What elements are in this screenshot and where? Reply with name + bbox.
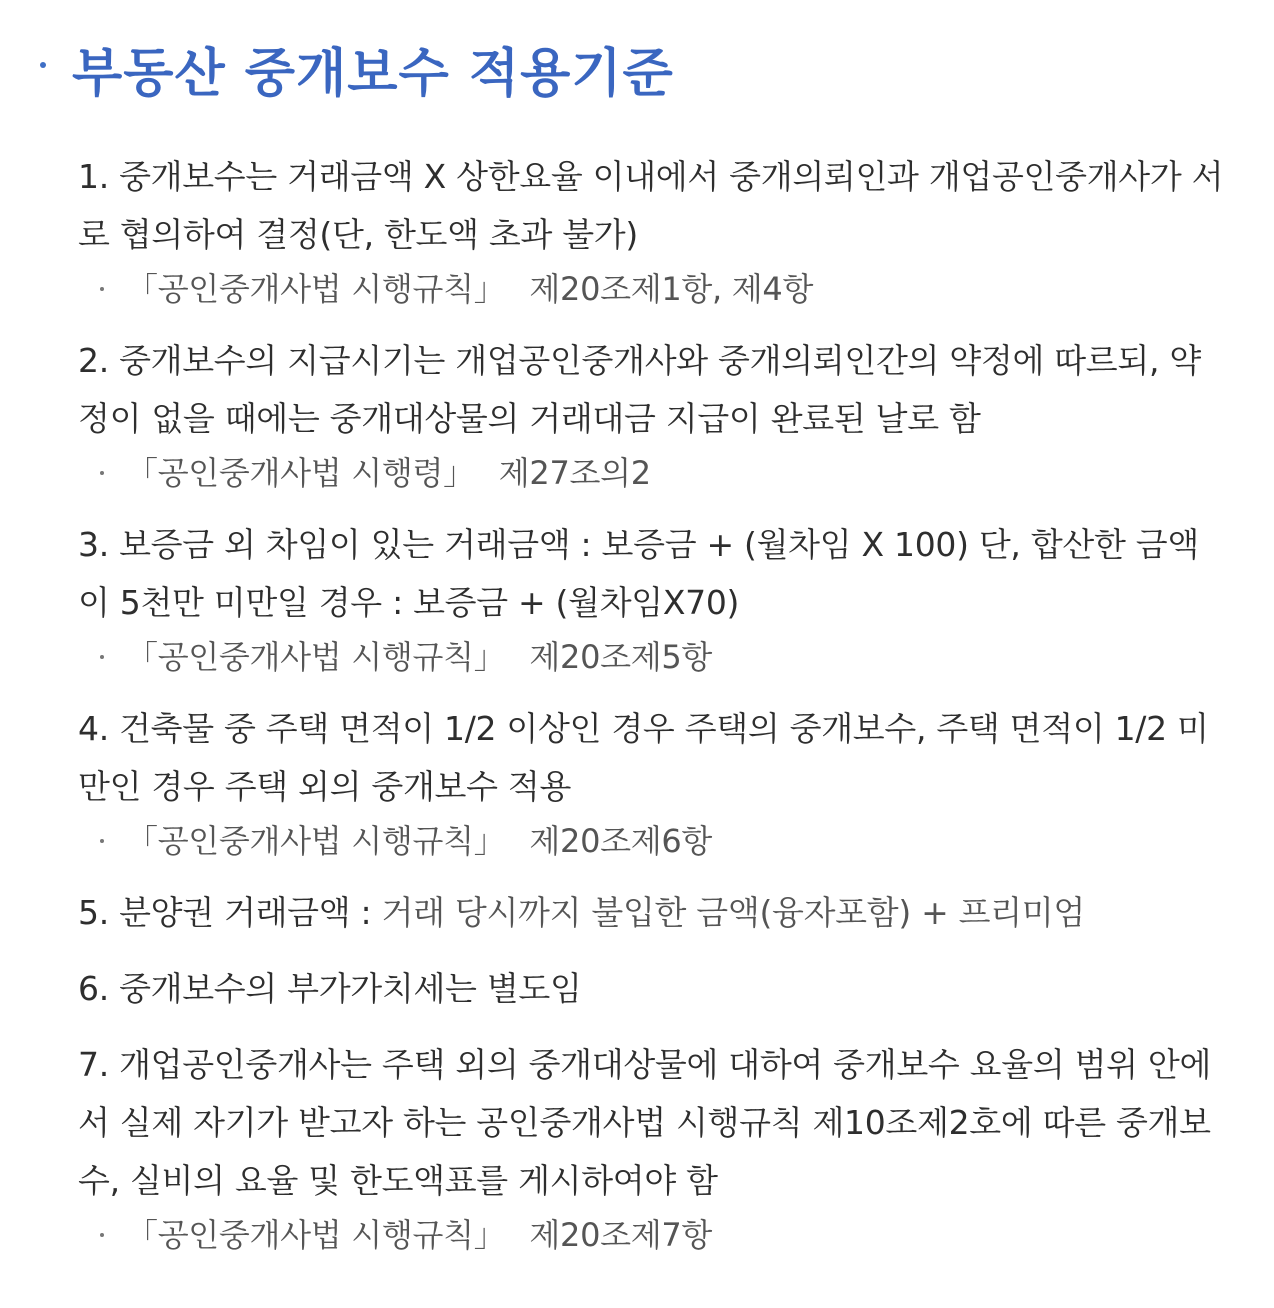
list-item bbox=[78, 884, 1228, 942]
reference-bullet-icon bbox=[100, 1233, 104, 1237]
reference-article: 제27조의2 bbox=[498, 454, 651, 492]
item-text: 2. 중개보수의 지급시기는 개업공인중개사와 중개의뢰인간의 약정에 따르되, 약정이 없을 때에는 중개대상물의 거래대금 지급이 완료된 날로 함 bbox=[78, 341, 1201, 438]
reference-article: 제20조제6항 bbox=[529, 822, 713, 860]
item-text: 7. 개업공인중개사는 주택 외의 중개대상물에 대하여 중개보수 요율의 범위 안에서 실제 자기가 받고자 하는 공인중개사법 시행규칙 제10조제2호에 따른 중개보수, 실비의 요율 및 한도액표를 게시하여야 함 bbox=[78, 1045, 1212, 1200]
list-item bbox=[78, 516, 1228, 682]
reference-article: 제20조제5항 bbox=[529, 638, 713, 676]
item-label: 5. 분양권 거래금액 : bbox=[78, 893, 382, 932]
item-text bbox=[78, 884, 1228, 942]
reference-article: 제20조제7항 bbox=[529, 1216, 713, 1254]
list-item bbox=[78, 700, 1228, 866]
reference-law: 「공인중개사법 시행령」 bbox=[126, 454, 475, 492]
legal-reference bbox=[100, 816, 1228, 866]
item-detail: 거래 당시까지 불입한 금액(융자포함) + 프리미엄 bbox=[381, 893, 1085, 932]
item-text: 4. 건축물 중 주택 면적이 1/2 이상인 경우 주택의 중개보수, 주택 면적이 1/2 미만인 경우 주택 외의 중개보수 적용 bbox=[78, 709, 1209, 806]
reference-law: 「공인중개사법 시행규칙」 bbox=[126, 638, 506, 676]
criteria-list bbox=[78, 148, 1228, 1278]
legal-reference bbox=[100, 264, 1228, 314]
reference-bullet-icon bbox=[100, 471, 104, 475]
title-bullet-icon bbox=[40, 62, 46, 68]
reference-law: 「공인중개사법 시행규칙」 bbox=[126, 270, 506, 308]
list-item bbox=[78, 960, 1228, 1018]
item-text: 1. 중개보수는 거래금액 X 상한요율 이내에서 중개의뢰인과 개업공인중개사가 서로 협의하여 결정(단, 한도액 초과 불가) bbox=[78, 157, 1224, 254]
reference-law: 「공인중개사법 시행규칙」 bbox=[126, 1216, 506, 1254]
page-title: 부동산 중개보수 적용기준 bbox=[72, 43, 674, 104]
reference-bullet-icon bbox=[100, 287, 104, 291]
list-item bbox=[78, 148, 1228, 314]
legal-reference bbox=[100, 1210, 1228, 1260]
item-text: 3. 보증금 외 차임이 있는 거래금액 : 보증금 + (월차임 X 100) 단, 합산한 금액이 5천만 미만일 경우 : 보증금 + (월차임X70) bbox=[78, 525, 1199, 622]
title-row bbox=[40, 28, 674, 108]
list-item bbox=[78, 332, 1228, 498]
legal-reference bbox=[100, 448, 1228, 498]
item-text: 6. 중개보수의 부가가치세는 별도임 bbox=[78, 969, 582, 1008]
reference-law: 「공인중개사법 시행규칙」 bbox=[126, 822, 506, 860]
reference-bullet-icon bbox=[100, 655, 104, 659]
legal-reference bbox=[100, 632, 1228, 682]
reference-bullet-icon bbox=[100, 839, 104, 843]
reference-article: 제20조제1항, 제4항 bbox=[529, 270, 814, 308]
list-item bbox=[78, 1036, 1228, 1260]
